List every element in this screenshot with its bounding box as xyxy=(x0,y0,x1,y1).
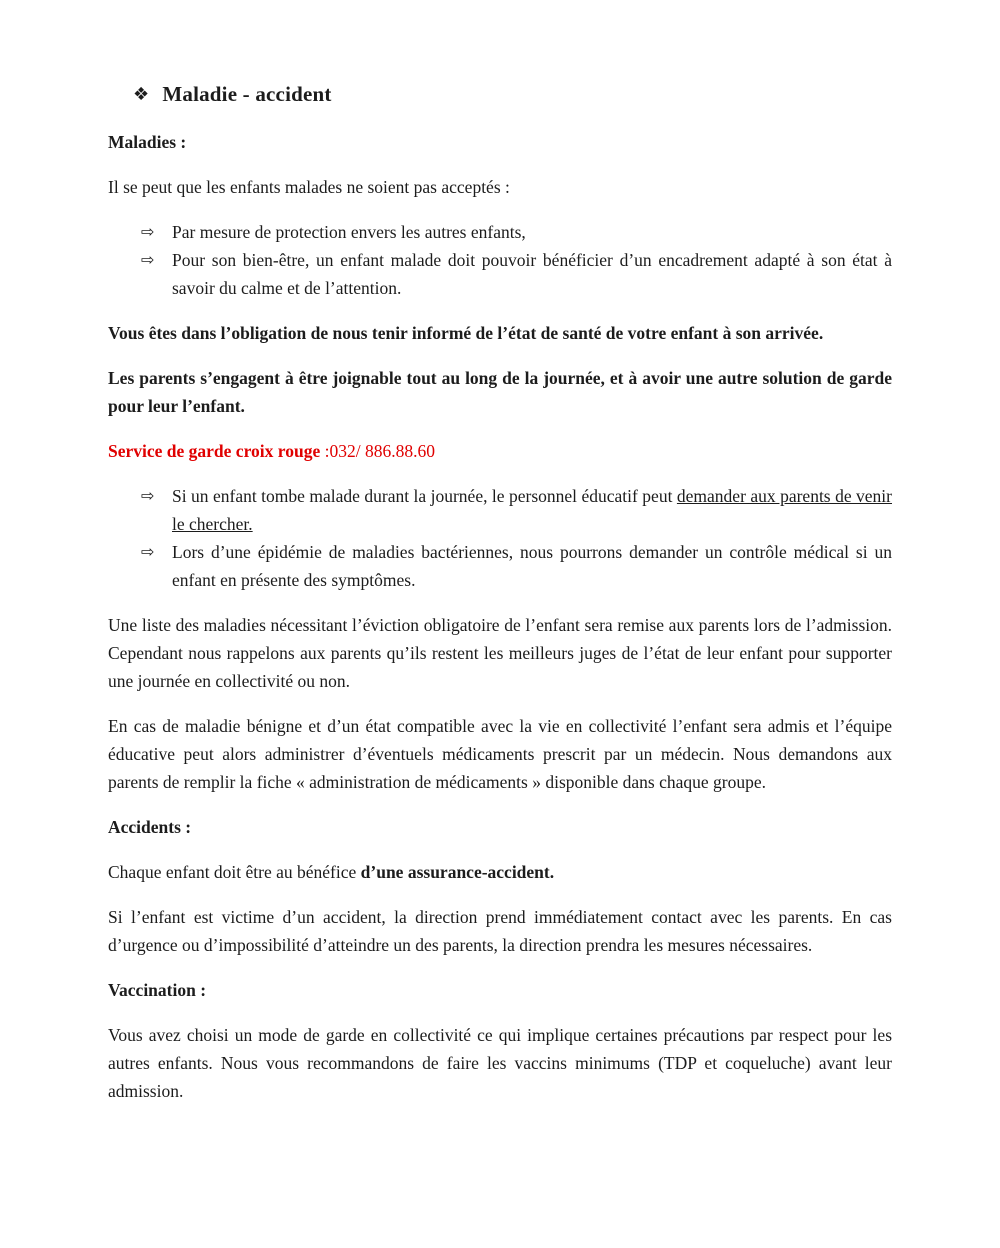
list-item xyxy=(141,218,892,246)
diamond-bullet-icon: ❖ xyxy=(133,84,150,105)
list-item-text: Par mesure de protection envers les autres enfants, xyxy=(172,222,526,242)
section-heading-maladies: Maladies : xyxy=(108,132,187,152)
paragraph-intro: Il se peut que les enfants malades ne soient pas acceptés : xyxy=(108,177,510,197)
paragraph-vaccination: Vous avez choisi un mode de garde en collectivité ce qui implique certaines précautions par respect pour les autres enfants. Nous vous recommandons de faire les vaccins minimums (TDP et coqueluche) avant leur admission. xyxy=(108,1025,892,1101)
paragraph-eviction: Une liste des maladies nécessitant l’éviction obligatoire de l’enfant sera remise aux parents lors de l’admission. Cependant nous rappelons aux parents qu’ils restent les meilleurs juges de l’état de leur enfant pour supporter une journée en collectivité ou non. xyxy=(108,615,892,691)
red-service-phone: :032/ 886.88.60 xyxy=(320,441,435,461)
red-service-line xyxy=(108,437,892,465)
list-item-text xyxy=(172,482,892,538)
paragraph-assurance xyxy=(108,858,892,886)
assurance-bold-text: d’une assurance-accident. xyxy=(360,862,555,882)
list-item xyxy=(141,246,892,302)
section-heading-accidents: Accidents : xyxy=(108,817,192,837)
arrow-bullet-icon: ⇨ xyxy=(141,542,155,561)
page-title-text: Maladie - accident xyxy=(162,82,332,106)
section-heading-vaccination: Vaccination : xyxy=(108,980,207,1000)
list-item-text: Lors d’une épidémie de maladies bactériennes, nous pourrons demander un contrôle médical si un enfant en présente des symptômes. xyxy=(172,542,892,590)
arrow-bullet-icon: ⇨ xyxy=(141,486,155,505)
assurance-prefix: Chaque enfant doit être au bénéfice xyxy=(108,862,361,882)
paragraph-obligation: Vous êtes dans l’obligation de nous tenir informé de l’état de santé de votre enfant à son arrivée. xyxy=(108,323,824,343)
paragraph-accident-procedure: Si l’enfant est victime d’un accident, la direction prend immédiatement contact avec les parents. En cas d’urgence ou d’impossibilité d’atteindre un des parents, la direction prendra les mesures nécessaires. xyxy=(108,907,892,955)
paragraph-engagement: Les parents s’engagent à être joignable tout au long de la journée, et à avoir une autre solution de garde pour leur l’enfant. xyxy=(108,368,892,416)
page-title xyxy=(108,82,892,107)
list-item xyxy=(141,538,892,594)
red-service-label: Service de garde croix rouge xyxy=(108,441,321,461)
list-item xyxy=(141,482,892,538)
bullet-list-reasons xyxy=(108,218,892,302)
bullet-list-procedures xyxy=(108,482,892,594)
underlined-text: demander aux parents de venir le chercher. xyxy=(172,486,892,534)
arrow-bullet-icon: ⇨ xyxy=(141,250,155,269)
list-item-prefix: Si un enfant tombe malade durant la journée, le personnel éducatif peut xyxy=(172,486,677,506)
paragraph-maladie-benigne: En cas de maladie bénigne et d’un état compatible avec la vie en collectivité l’enfant sera admis et l’équipe éducative peut alors administrer d’éventuels médicaments prescrit par un médecin. Nous demandons aux parents de remplir la fiche « administration de médicaments » disponible dans chaque groupe. xyxy=(108,716,892,792)
arrow-bullet-icon: ⇨ xyxy=(141,222,155,241)
list-item-text: Pour son bien-être, un enfant malade doit pouvoir bénéficier d’un encadrement adapté à son état à savoir du calme et de l’attention. xyxy=(172,250,892,298)
